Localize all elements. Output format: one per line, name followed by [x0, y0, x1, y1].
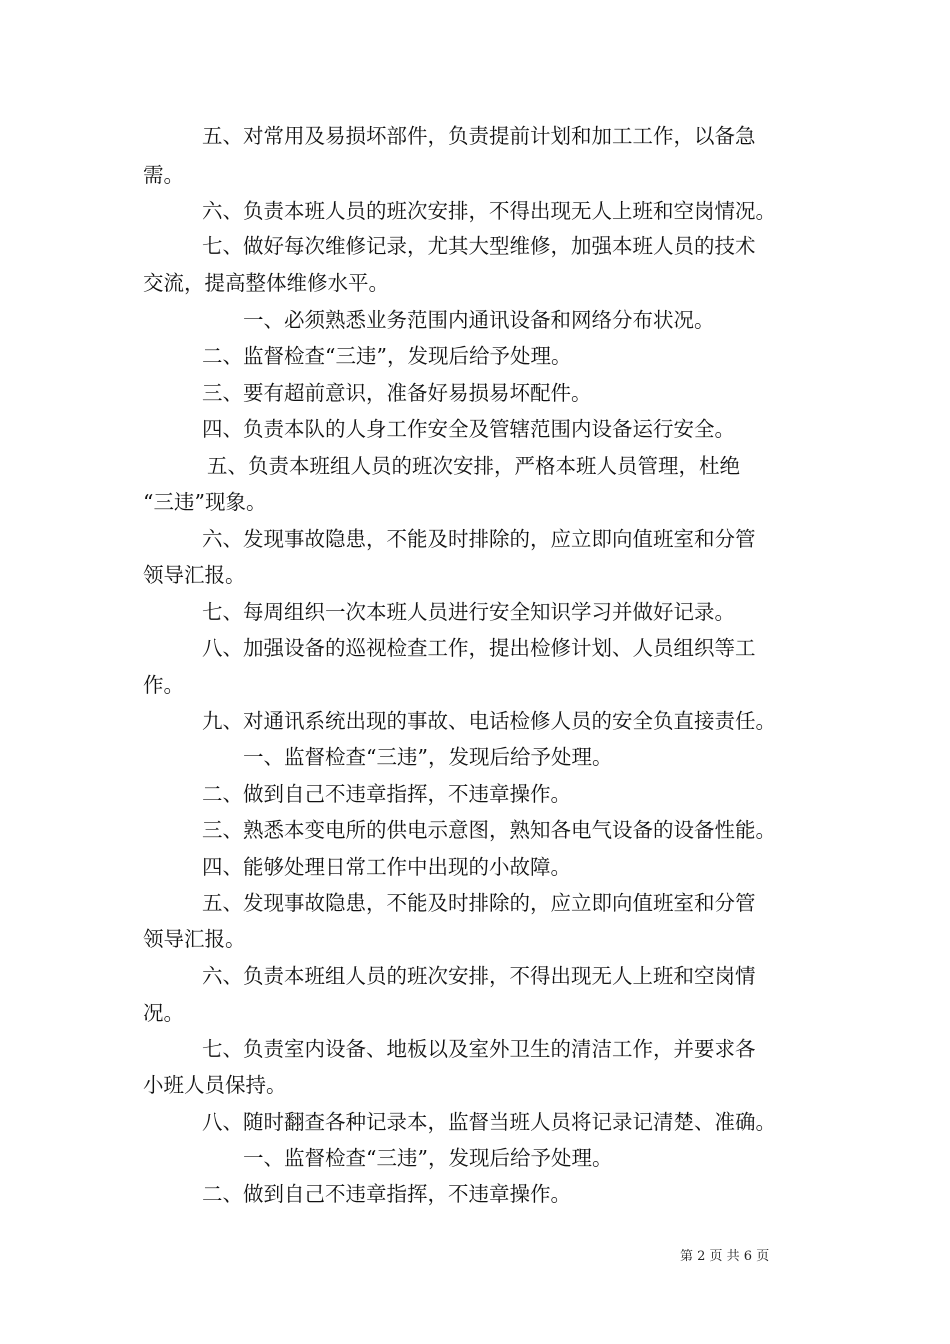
text-line: 一、监督检查“三违”，发现后给予处理。	[243, 1146, 613, 1170]
text-line: 五、负责本班组人员的班次安排，严格本班人员管理，杜绝	[207, 454, 740, 478]
text-line: 七、做好每次维修记录，尤其大型维修，加强本班人员的技术	[202, 234, 756, 258]
text-line: 交流，提高整体维修水平。	[143, 271, 389, 295]
text-line: 一、监督检查“三违”，发现后给予处理。	[243, 745, 613, 769]
text-line: 二、监督检查“三违”，发现后给予处理。	[202, 344, 572, 368]
text-line: 八、随时翻查各种记录本，监督当班人员将记录记清楚、准确。	[202, 1110, 776, 1134]
text-line: 领导汇报。	[143, 927, 246, 951]
text-line: 小班人员保持。	[143, 1073, 287, 1097]
text-line: 六、发现事故隐患，不能及时排除的，应立即向值班室和分管	[202, 527, 756, 551]
page-number: 第 2 页 共 6 页	[680, 1249, 770, 1264]
text-line: 况。	[143, 1001, 184, 1025]
text-line: 二、做到自己不违章指挥，不违章操作。	[202, 782, 571, 806]
text-line: 八、加强设备的巡视检查工作，提出检修计划、人员组织等工	[202, 636, 756, 660]
text-line: 一、必须熟悉业务范围内通讯设备和网络分布状况。	[243, 308, 715, 332]
text-line: 二、做到自己不违章指挥，不违章操作。	[202, 1182, 571, 1206]
text-line: 五、对常用及易损坏部件，负责提前计划和加工工作，以备急	[202, 124, 756, 148]
text-line: 七、负责室内设备、地板以及室外卫生的清洁工作，并要求各	[202, 1037, 756, 1061]
text-line: 六、负责本班组人员的班次安排，不得出现无人上班和空岗情	[202, 964, 756, 988]
text-line: 作。	[143, 673, 184, 697]
text-line: 七、每周组织一次本班人员进行安全知识学习并做好记录。	[202, 600, 735, 624]
text-line: 四、负责本队的人身工作安全及管辖范围内设备运行安全。	[202, 417, 735, 441]
text-line: 领导汇报。	[143, 563, 246, 587]
text-line: 三、熟悉本变电所的供电示意图，熟知各电气设备的设备性能。	[202, 818, 776, 842]
text-line: 三、要有超前意识，准备好易损易坏配件。	[202, 381, 592, 405]
text-line: 六、负责本班人员的班次安排，不得出现无人上班和空岗情况。	[202, 199, 776, 223]
text-line: 四、能够处理日常工作中出现的小故障。	[202, 855, 571, 879]
text-line: 需。	[143, 163, 184, 187]
text-line: 五、发现事故隐患，不能及时排除的，应立即向值班室和分管	[202, 891, 756, 915]
text-line: “三违”现象。	[143, 490, 267, 514]
text-line: 九、对通讯系统出现的事故、电话检修人员的安全负直接责任。	[202, 709, 776, 733]
